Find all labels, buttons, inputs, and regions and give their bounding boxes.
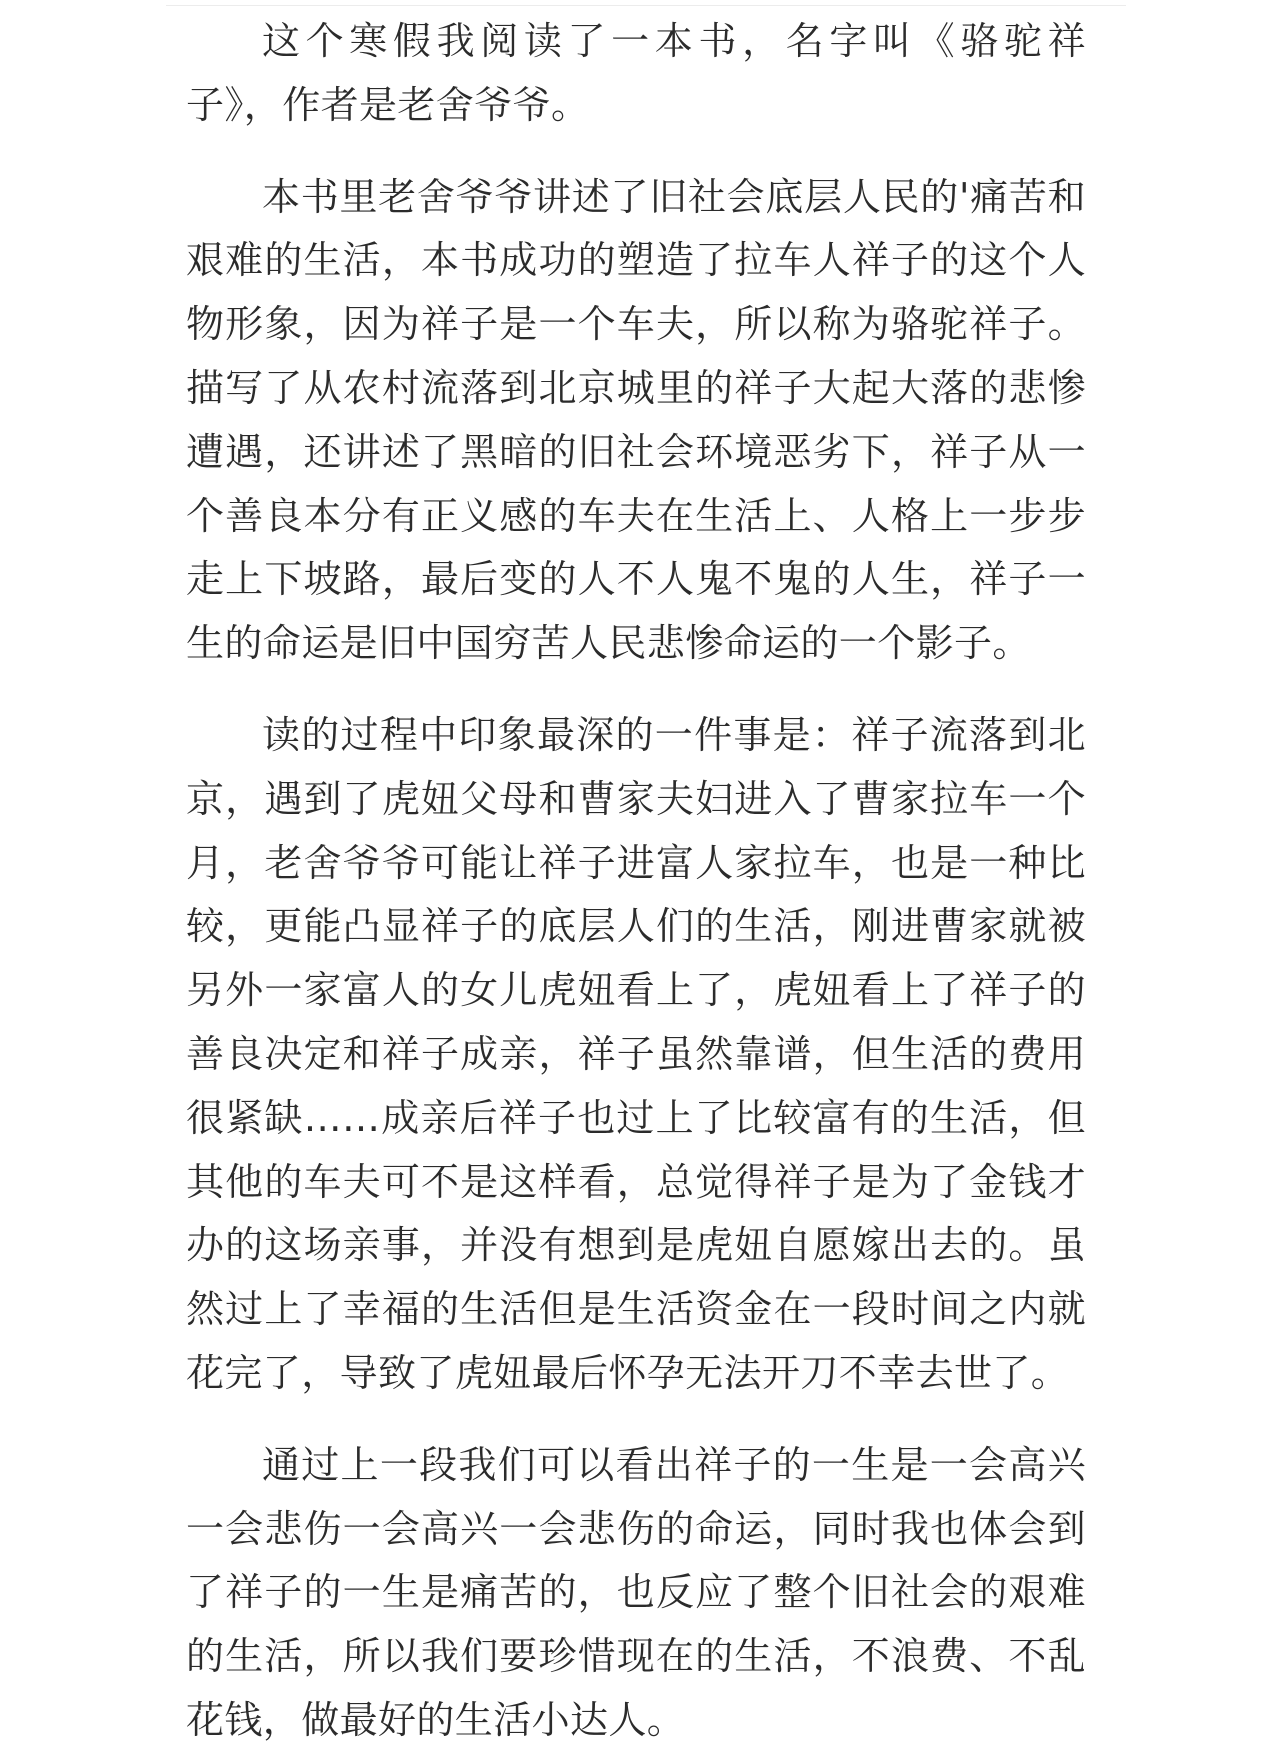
paragraph-impression: 读的过程中印象最深的一件事是：祥子流落到北京，遇到了虎妞父母和曹家夫妇进入了曹家拉车一个月，老舍爷爷可能让祥子进富人家拉车，也是一种比较，更能凸显祥子的底层人们的生活，刚进曹家就被另外一家富人的女儿虎妞看上了，虎妞看上了祥子的善良决定和祥子成亲，祥子虽然靠谱，但生活的费用很紧缺……成亲后祥子也过上了比较富有的生活，但其他的车夫可不是这样看，总觉得祥子是为了金钱才办的这场亲事，并没有想到是虎妞自愿嫁出去的。虽然过上了幸福的生活但是生活资金在一段时间之内就花完了，导致了虎妞最后怀孕无法开刀不幸去世了。 [186,712,1086,1395]
paragraph-summary: 本书里老舍爷爷讲述了旧社会底层人民的'痛苦和艰难的生活，本书成功的塑造了拉车人祥子的这个人物形象，因为祥子是一个车夫，所以称为骆驼祥子。描写了从农村流落到北京城里的祥子大起大落的悲惨遭遇，还讲述了黑暗的旧社会环境恶劣下，祥子从一个善良本分有正义感的车夫在生活上、人格上一步步走上下坡路，最后变的人不人鬼不鬼的人生，祥子一生的命运是旧中国穷苦人民悲惨命运的一个影子。 [186,174,1086,666]
top-divider [166,5,1126,6]
paragraph-intro: 这个寒假我阅读了一本书，名字叫《骆驼祥子》，作者是老舍爷爷。 [186,19,1086,127]
paragraph-conclusion: 通过上一段我们可以看出祥子的一生是一会高兴一会悲伤一会高兴一会悲伤的命运，同时我也体会到了祥子的一生是痛苦的，也反应了整个旧社会的艰难的生活，所以我们要珍惜现在的生活，不浪费、不乱花钱，做最好的生活小达人。 [186,1442,1086,1742]
article-body [186,10,1086,1753]
